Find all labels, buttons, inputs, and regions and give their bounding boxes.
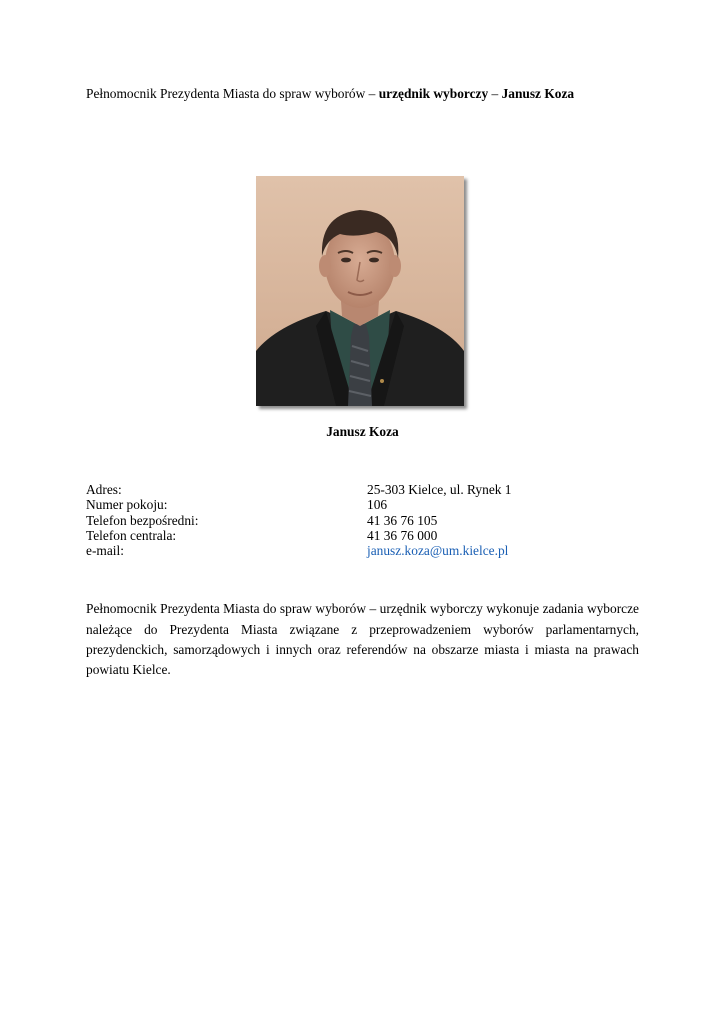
contact-row-room <box>86 497 646 512</box>
contact-row-direct-phone <box>86 513 646 528</box>
switchboard-phone-label: Telefon centrala: <box>86 527 177 543</box>
contact-row-address <box>86 482 646 497</box>
room-label: Numer pokoju: <box>86 497 168 513</box>
contact-row-switchboard-phone <box>86 528 646 543</box>
direct-phone-label: Telefon bezpośredni: <box>86 512 199 528</box>
heading-name: Janusz Koza <box>501 86 575 101</box>
address-value: 25-303 Kielce, ul. Rynek 1 <box>367 482 512 497</box>
heading-prefix: Pełnomocnik Prezydenta Miasta do spraw wyborów – <box>86 86 379 101</box>
portrait-photo <box>256 176 464 406</box>
role-description: Pełnomocnik Prezydenta Miasta do spraw wyborów – urzędnik wyborczy wykonuje zadania wyborcze należące do Prezydenta Miasta związane z przeprowadzeniem wyborów parlamentarnych, prezydenckich, samorządowych i innych oraz referendów na obszarze miasta i miasta na prawach powiatu Kielce. <box>86 601 639 678</box>
switchboard-phone-value: 41 36 76 000 <box>367 527 438 543</box>
contact-details <box>86 482 646 558</box>
heading-role: urzędnik wyborczy <box>378 86 489 101</box>
page-heading <box>86 86 646 102</box>
email-link[interactable]: janusz.koza@um.kielce.pl <box>367 543 509 559</box>
contact-row-email <box>86 543 646 558</box>
room-value: 106 <box>367 497 388 513</box>
heading-separator: – <box>488 86 502 101</box>
email-label: e-mail: <box>86 543 124 559</box>
photo-caption: Janusz Koza <box>326 424 399 439</box>
address-label: Adres: <box>86 482 122 497</box>
direct-phone-value: 41 36 76 105 <box>367 512 438 528</box>
